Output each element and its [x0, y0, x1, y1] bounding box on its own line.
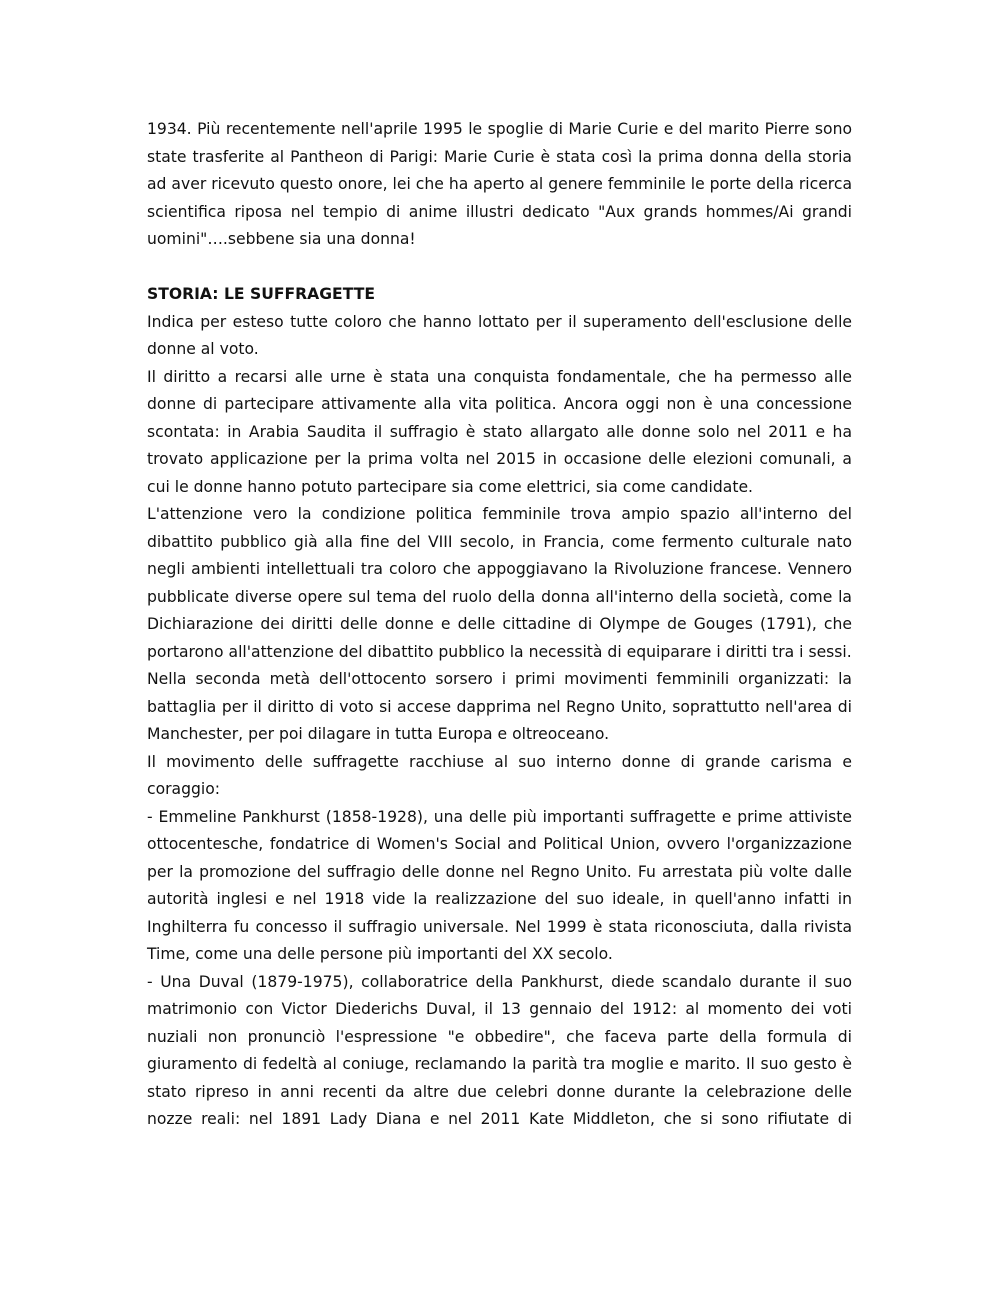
- paragraph-una-duval: - Una Duval (1879-1975), collaboratrice della Pankhurst, diede scandalo durante il suo matrimonio con Victor Diederichs Duval, il 13 gennaio del 1912: al momento dei voti nuziali non pronunciò l'espressione "e obbedire", che faceva parte della formula di giuramento di fedeltà al coniuge, reclamando la parità tra moglie e marito. Il suo gesto è stato ripreso in anni recenti da altre due celebri donne durante la celebrazione delle nozze reali: nel 1891 Lady Diana e nel 2011 Kate Middleton, che si sono rifiutate di: [147, 972, 852, 1128]
- paragraph-emmeline-pankhurst: - Emmeline Pankhurst (1858-1928), una delle più importanti suffragette e prime attiviste ottocentesche, fondatrice di Women's Social and Political Union, ovvero l'organizzazione per la promozione del suffragio delle donne nel Regno Unito. Fu arrestata più volte dalle autorità inglesi e nel 1918 vide la realizzazione del suo ideale, in quell'anno infatti in Inghilterra fu concesso il suffragio universale. Nel 1999 è stata riconosciuta, dalla rivista Time, come una delle persone più importanti del XX secolo.: [147, 807, 852, 963]
- paragraph-suffragette-movement: Il movimento delle suffragette racchiuse al suo interno donne di grande carisma e coraggio:: [147, 752, 852, 798]
- paragraph-marie-curie: 1934. Più recentemente nell'aprile 1995 le spoglie di Marie Curie e del marito Pierre sono state trasferite al Pantheon di Parigi: Marie Curie è stata così la prima donna della storia ad aver ricevuto questo onore, lei che ha aperto al genere femminile le porte della ricerca scientifica riposa nel tempio di anime illustri dedicato "Aux grands hommes/Ai grandi uomini"….sebbene sia una donna!: [147, 120, 852, 248]
- paragraph-right-to-vote: Il diritto a recarsi alle urne è stata una conquista fondamentale, che ha permesso alle donne di partecipare attivamente alla vita politica. Ancora oggi non è una concessione scontata: in Arabia Saudita il suffragio è stato allargato alle donne solo nel 2011 e ha trovato applicazione per la prima volta nel 2015 in occasione delle elezioni comunali, a cui le donne hanno potuto partecipare sia come elettrici, sia come candidate.: [147, 367, 852, 496]
- paragraph-political-attention: L'attenzione vero la condizione politica femminile trova ampio spazio all'interno del dibattito pubblico già alla fine del VIII secolo, in Francia, come fermento culturale nato negli ambienti intellettuali tra coloro che appoggiavano la Rivoluzione francese. Vennero pubblicate diverse opere sul tema del ruolo della donna all'interno della società, come la Dichiarazione dei diritti delle donne e delle cittadine di Olympe de Gouges (1791), che portarono all'attenzione del dibattito pubblico la necessità di equiparare i diritti tra i sessi.: [147, 505, 852, 661]
- document-page: [147, 116, 852, 1134]
- section-heading: STORIA: LE SUFFRAGETTE: [147, 285, 375, 303]
- blank-line: [147, 254, 852, 282]
- paragraph-movements: Nella seconda metà dell'ottocento sorsero i primi movimenti femminili organizzati: la battaglia per il diritto di voto si accese dapprima nel Regno Unito, soprattutto nell'area di Manchester, per poi dilagare in tutta Europa e oltreoceano.: [147, 670, 852, 743]
- paragraph-intro: Indica per esteso tutte coloro che hanno lottato per il superamento dell'esclusione delle donne al voto.: [147, 312, 852, 358]
